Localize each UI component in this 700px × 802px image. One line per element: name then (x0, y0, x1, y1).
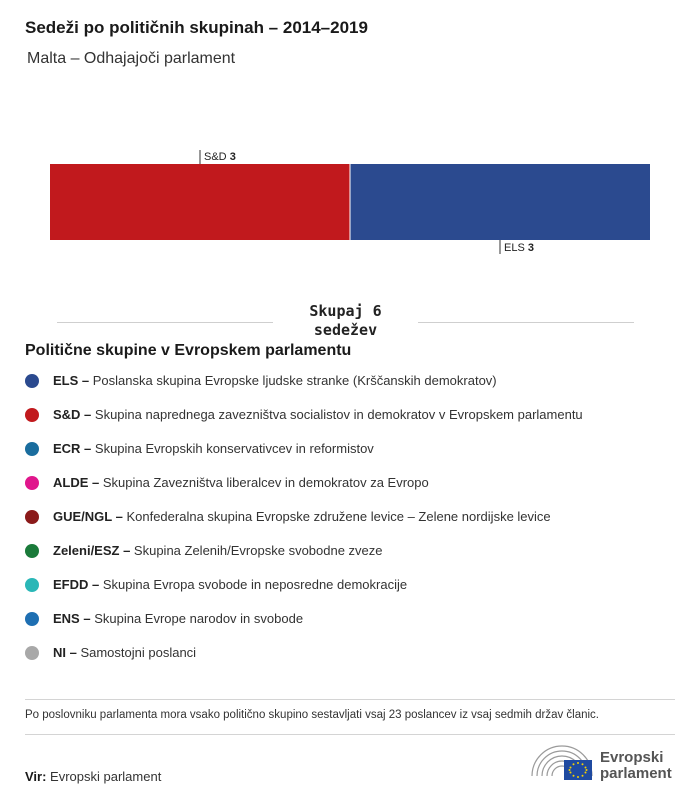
legend-description: Poslanska skupina Evropske ljudske stranke (Krščanskih demokratov) (89, 373, 497, 388)
legend (25, 372, 675, 678)
legend-item (25, 610, 675, 644)
legend-item (25, 440, 675, 474)
chart-subtitle: Malta – Odhajajoči parlament (27, 50, 236, 67)
total-seats (0, 300, 700, 340)
legend-abbr: ELS – (53, 373, 90, 388)
legend-text (53, 441, 374, 457)
divider-top (25, 699, 675, 700)
legend-dot (25, 578, 39, 592)
data-label (204, 151, 236, 163)
legend-item (25, 576, 675, 610)
ep-logo-line1: Evropski (600, 749, 664, 766)
data-label (504, 242, 534, 254)
legend-text (53, 373, 497, 389)
legend-abbr: S&D – (53, 407, 92, 422)
legend-description: Skupina Zavezništva liberalcev in demokratov za Evropo (99, 475, 429, 490)
legend-abbr: NI – (53, 645, 77, 660)
legend-item (25, 644, 675, 678)
bar-segment-els (350, 164, 650, 240)
data-label-name: S&D (204, 151, 230, 163)
legend-item (25, 406, 675, 440)
legend-abbr: ECR – (53, 441, 92, 456)
legend-dot (25, 510, 39, 524)
data-label-value: 3 (527, 242, 534, 254)
legend-dot (25, 374, 39, 388)
legend-description: Skupina Evrope narodov in svobode (90, 611, 304, 626)
legend-description: Skupina Evropa svobode in neposredne demokracije (99, 577, 408, 592)
legend-description: Skupina Zelenih/Evropske svobodne zveze (130, 543, 383, 558)
source-label: Vir: (25, 769, 47, 784)
ep-logo-text (600, 750, 672, 782)
divider-bottom (25, 734, 675, 735)
legend-dot (25, 408, 39, 422)
legend-text (53, 577, 407, 593)
total-divider-right (418, 322, 634, 323)
data-label-name: ELS (504, 242, 528, 254)
legend-item (25, 474, 675, 508)
source-text: Evropski parlament (46, 769, 162, 784)
total-seats-line1: Skupaj 6 (309, 302, 382, 320)
total-seats-line2: sedežev (313, 321, 378, 339)
legend-dot (25, 646, 39, 660)
legend-title: Politične skupine v Evropskem parlamentu (25, 342, 352, 359)
legend-text (53, 645, 196, 661)
legend-description: Samostojni poslanci (76, 645, 197, 660)
legend-item (25, 542, 675, 576)
legend-dot (25, 612, 39, 626)
legend-dot (25, 476, 39, 490)
legend-text (53, 543, 383, 559)
source (25, 769, 161, 784)
stacked-seat-chart (0, 140, 700, 265)
legend-item (25, 372, 675, 406)
legend-abbr: ALDE – (53, 475, 100, 490)
legend-text (53, 509, 551, 525)
footnote: Po poslovniku parlamenta mora vsako politično skupino sestavljati vsaj 23 poslancev iz vsaj sedmih držav članic. (25, 709, 600, 721)
legend-text (53, 407, 583, 423)
legend-description: Konfederalna skupina Evropske združene levice – Zelene nordijske levice (122, 509, 551, 524)
bar-segment-sd (50, 164, 350, 240)
ep-logo-line2: parlament (600, 765, 672, 782)
chart-title: Sedeži po političnih skupinah – 2014–2019 (25, 18, 368, 37)
legend-description: Skupina Evropskih konservativcev in reformistov (91, 441, 374, 456)
total-divider-left (57, 322, 273, 323)
legend-abbr: GUE/NGL – (53, 509, 123, 524)
legend-text (53, 475, 429, 491)
legend-abbr: Zeleni/ESZ – (53, 543, 131, 558)
legend-dot (25, 544, 39, 558)
legend-dot (25, 442, 39, 456)
legend-text (53, 611, 303, 627)
data-label-value: 3 (229, 151, 236, 163)
legend-item (25, 508, 675, 542)
legend-abbr: ENS – (53, 611, 91, 626)
total-seats-label (273, 302, 418, 340)
legend-description: Skupina naprednega zavezništva socialistov in demokratov v Evropskem parlamentu (91, 407, 583, 422)
legend-abbr: EFDD – (53, 577, 100, 592)
